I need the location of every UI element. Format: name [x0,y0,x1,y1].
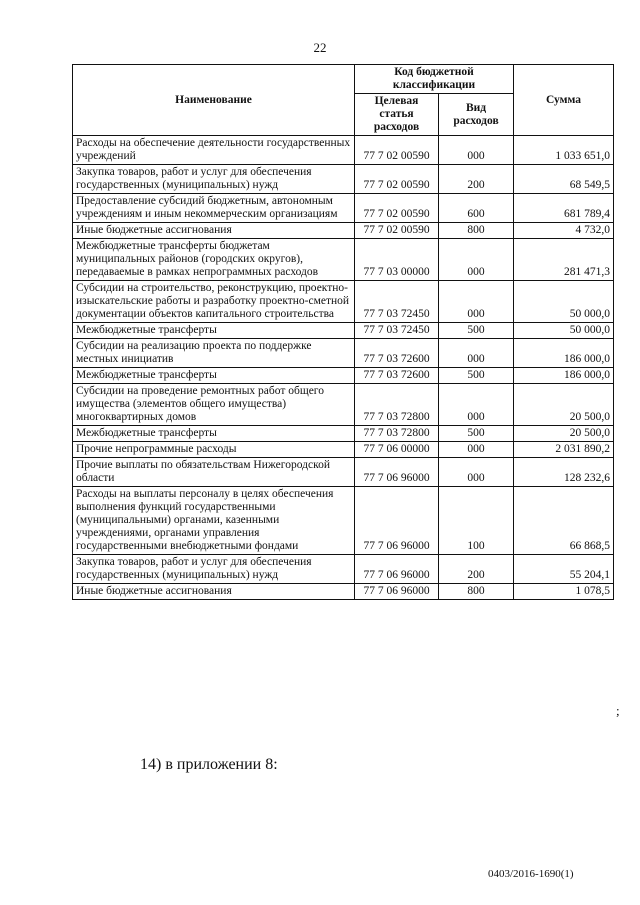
cell-target-article: 77 7 03 72800 [355,384,439,426]
cell-amount: 1 033 651,0 [514,136,614,165]
table-row [73,487,614,555]
cell-name: Прочие непрограммные расходы [73,442,355,458]
header-name: Наименование [73,65,355,136]
cell-amount: 50 000,0 [514,323,614,339]
cell-name: Предоставление субсидий бюджетным, автономным учреждениям и иным некоммерческим организациям [73,194,355,223]
cell-amount: 281 471,3 [514,239,614,281]
cell-amount: 186 000,0 [514,368,614,384]
cell-amount: 4 732,0 [514,223,614,239]
cell-name: Закупка товаров, работ и услуг для обеспечения государственных (муниципальных) нужд [73,165,355,194]
cell-amount: 2 031 890,2 [514,442,614,458]
cell-target-article: 77 7 02 00590 [355,165,439,194]
cell-expense-type: 200 [439,165,514,194]
header-amount: Сумма [514,65,614,136]
cell-target-article: 77 7 02 00590 [355,223,439,239]
cell-target-article: 77 7 06 96000 [355,458,439,487]
cell-target-article: 77 7 06 96000 [355,487,439,555]
cell-target-article: 77 7 03 72600 [355,368,439,384]
table-row [73,426,614,442]
table-row [73,458,614,487]
cell-expense-type: 600 [439,194,514,223]
table-row [73,368,614,384]
cell-target-article: 77 7 02 00590 [355,136,439,165]
table-row [73,281,614,323]
cell-name: Межбюджетные трансферты бюджетам муниципальных районов (городских округов), передаваемые в рамках непрограммных расходов [73,239,355,281]
budget-table [72,64,614,600]
table-row [73,165,614,194]
document-code: 0403/2016-1690(1) [488,868,574,880]
cell-target-article: 77 7 06 00000 [355,442,439,458]
table-row [73,384,614,426]
cell-amount: 186 000,0 [514,339,614,368]
cell-amount: 50 000,0 [514,281,614,323]
cell-expense-type: 800 [439,223,514,239]
cell-amount: 1 078,5 [514,584,614,600]
trailing-semicolon: ; [616,703,620,718]
cell-amount: 128 232,6 [514,458,614,487]
table-body [73,136,614,600]
cell-expense-type: 500 [439,368,514,384]
body-text: 14) в приложении 8: [140,756,278,773]
header-code-group: Код бюджетной классификации [355,65,514,94]
cell-name: Иные бюджетные ассигнования [73,584,355,600]
table-row [73,223,614,239]
table-row [73,555,614,584]
table-row [73,323,614,339]
cell-expense-type: 100 [439,487,514,555]
table-row [73,194,614,223]
cell-name: Субсидии на проведение ремонтных работ общего имущества (элементов общего имущества) многоквартирных домов [73,384,355,426]
header-target-article: Целевая статья расходов [355,94,439,136]
cell-name: Межбюджетные трансферты [73,426,355,442]
cell-target-article: 77 7 03 72800 [355,426,439,442]
cell-expense-type: 000 [439,458,514,487]
cell-amount: 66 868,5 [514,487,614,555]
cell-target-article: 77 7 02 00590 [355,194,439,223]
cell-target-article: 77 7 03 00000 [355,239,439,281]
cell-expense-type: 000 [439,384,514,426]
cell-expense-type: 000 [439,281,514,323]
table-row [73,584,614,600]
cell-name: Субсидии на строительство, реконструкцию, проектно-изыскательские работы и разработку проектно-сметной документации объектов капитального строительства [73,281,355,323]
cell-name: Иные бюджетные ассигнования [73,223,355,239]
table-row [73,339,614,368]
cell-amount: 68 549,5 [514,165,614,194]
table-row [73,136,614,165]
cell-target-article: 77 7 06 96000 [355,584,439,600]
cell-name: Закупка товаров, работ и услуг для обеспечения государственных (муниципальных) нужд [73,555,355,584]
header-expense-type: Вид расходов [439,94,514,136]
cell-target-article: 77 7 03 72450 [355,323,439,339]
cell-expense-type: 500 [439,426,514,442]
cell-name: Расходы на выплаты персоналу в целях обеспечения выполнения функций государственными (муниципальными) органами, казенными учреждениями, органами управления государственными внебюджетными фондами [73,487,355,555]
cell-name: Межбюджетные трансферты [73,368,355,384]
cell-expense-type: 200 [439,555,514,584]
cell-expense-type: 000 [439,339,514,368]
cell-amount: 681 789,4 [514,194,614,223]
cell-expense-type: 000 [439,239,514,281]
cell-amount: 20 500,0 [514,384,614,426]
cell-amount: 20 500,0 [514,426,614,442]
cell-target-article: 77 7 03 72450 [355,281,439,323]
cell-name: Межбюджетные трансферты [73,323,355,339]
cell-name: Прочие выплаты по обязательствам Нижегородской области [73,458,355,487]
cell-target-article: 77 7 06 96000 [355,555,439,584]
cell-name: Субсидии на реализацию проекта по поддержке местных инициатив [73,339,355,368]
page-number: 22 [313,40,327,55]
cell-expense-type: 800 [439,584,514,600]
cell-name: Расходы на обеспечение деятельности государственных учреждений [73,136,355,165]
cell-expense-type: 000 [439,136,514,165]
cell-expense-type: 000 [439,442,514,458]
cell-amount: 55 204,1 [514,555,614,584]
table-row [73,239,614,281]
table-row [73,442,614,458]
cell-expense-type: 500 [439,323,514,339]
cell-target-article: 77 7 03 72600 [355,339,439,368]
